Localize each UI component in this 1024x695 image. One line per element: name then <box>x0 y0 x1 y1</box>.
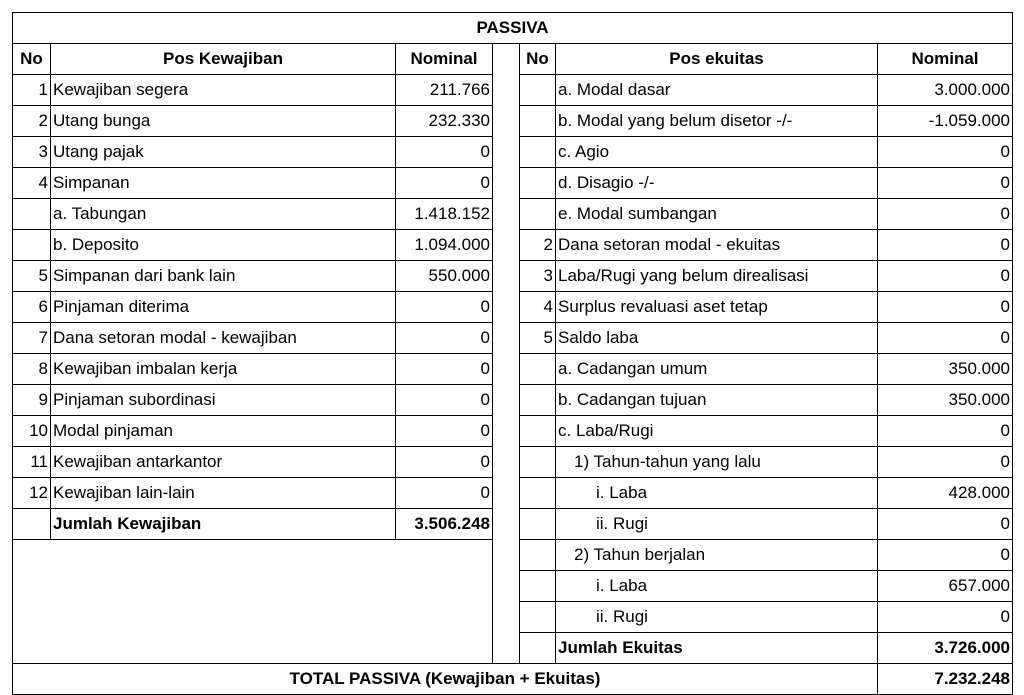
liability-value: 211.766 <box>396 75 493 106</box>
title-row <box>13 13 1013 44</box>
table-row <box>13 447 1013 478</box>
liability-no: 12 <box>13 478 51 509</box>
equity-value: 0 <box>878 230 1013 261</box>
table-row <box>13 106 1013 137</box>
liability-no: 11 <box>13 447 51 478</box>
equity-item: i. Laba <box>556 571 878 602</box>
liability-value: 232.330 <box>396 106 493 137</box>
liability-no <box>13 199 51 230</box>
table-title: PASSIVA <box>13 13 1013 44</box>
equity-no: 5 <box>520 323 556 354</box>
table-row <box>13 75 1013 106</box>
liability-value: 550.000 <box>396 261 493 292</box>
equity-item: Laba/Rugi yang belum direalisasi <box>556 261 878 292</box>
liability-value: 1.418.152 <box>396 199 493 230</box>
liability-item: Simpanan dari bank lain <box>51 261 396 292</box>
column-gap <box>493 106 520 137</box>
column-gap <box>493 354 520 385</box>
header-no-right: No <box>520 44 556 75</box>
equity-no <box>520 602 556 633</box>
grand-total-value: 7.232.248 <box>878 664 1013 695</box>
equity-item: 2) Tahun berjalan <box>556 540 878 571</box>
liability-no: 6 <box>13 292 51 323</box>
column-gap <box>493 75 520 106</box>
table-row <box>13 509 1013 540</box>
column-gap <box>493 509 520 540</box>
equity-total-value: 3.726.000 <box>878 633 1013 664</box>
header-row <box>13 44 1013 75</box>
equity-value: 0 <box>878 416 1013 447</box>
equity-no <box>520 137 556 168</box>
equity-value: 0 <box>878 323 1013 354</box>
column-gap <box>493 571 520 602</box>
table-row <box>13 168 1013 199</box>
column-gap <box>493 44 520 75</box>
liability-no: 3 <box>13 137 51 168</box>
liability-item: Simpanan <box>51 168 396 199</box>
equity-item: c. Laba/Rugi <box>556 416 878 447</box>
table-row <box>13 137 1013 168</box>
header-pos-kewajiban: Pos Kewajiban <box>51 44 396 75</box>
header-nominal-right: Nominal <box>878 44 1013 75</box>
liability-item: Modal pinjaman <box>51 416 396 447</box>
equity-no: 3 <box>520 261 556 292</box>
equity-no <box>520 385 556 416</box>
liability-value: 0 <box>396 168 493 199</box>
liability-no: 5 <box>13 261 51 292</box>
equity-item: Dana setoran modal - ekuitas <box>556 230 878 261</box>
column-gap <box>493 478 520 509</box>
equity-no <box>520 168 556 199</box>
liabilities-total-label: Jumlah Kewajiban <box>51 509 396 540</box>
table-row <box>13 478 1013 509</box>
equity-item: 1) Tahun-tahun yang lalu <box>556 447 878 478</box>
equity-item: Saldo laba <box>556 323 878 354</box>
equity-total-label: Jumlah Ekuitas <box>556 633 878 664</box>
column-gap <box>493 323 520 354</box>
liability-no: 1 <box>13 75 51 106</box>
equity-value: 3.000.000 <box>878 75 1013 106</box>
equity-item: c. Agio <box>556 137 878 168</box>
table-row <box>13 416 1013 447</box>
liability-no: 10 <box>13 416 51 447</box>
liability-item: Pinjaman subordinasi <box>51 385 396 416</box>
equity-item: a. Modal dasar <box>556 75 878 106</box>
equity-item: ii. Rugi <box>556 602 878 633</box>
liability-item: b. Deposito <box>51 230 396 261</box>
column-gap <box>493 633 520 664</box>
liability-item: Utang bunga <box>51 106 396 137</box>
header-pos-ekuitas: Pos ekuitas <box>556 44 878 75</box>
column-gap <box>493 602 520 633</box>
liability-value: 0 <box>396 478 493 509</box>
equity-item: ii. Rugi <box>556 509 878 540</box>
table-row <box>13 261 1013 292</box>
table-row <box>13 292 1013 323</box>
equity-no <box>520 509 556 540</box>
liability-value: 0 <box>396 137 493 168</box>
liability-item: a. Tabungan <box>51 199 396 230</box>
equity-value: 657.000 <box>878 571 1013 602</box>
table-row <box>13 354 1013 385</box>
column-gap <box>493 540 520 571</box>
equity-value: 0 <box>878 602 1013 633</box>
equity-no: 4 <box>520 292 556 323</box>
column-gap <box>493 168 520 199</box>
table-row <box>13 199 1013 230</box>
equity-value: 350.000 <box>878 385 1013 416</box>
equity-item: a. Cadangan umum <box>556 354 878 385</box>
liability-value: 0 <box>396 323 493 354</box>
liability-item: Dana setoran modal - kewajiban <box>51 323 396 354</box>
column-gap <box>493 416 520 447</box>
equity-no <box>520 75 556 106</box>
column-gap <box>493 137 520 168</box>
liabilities-total-value: 3.506.248 <box>396 509 493 540</box>
column-gap <box>493 447 520 478</box>
liability-no <box>13 509 51 540</box>
liability-value: 1.094.000 <box>396 230 493 261</box>
equity-item: Surplus revaluasi aset tetap <box>556 292 878 323</box>
column-gap <box>493 230 520 261</box>
liability-item: Kewajiban segera <box>51 75 396 106</box>
liability-no: 4 <box>13 168 51 199</box>
left-empty-area <box>13 540 493 664</box>
grand-total-row <box>13 664 1013 695</box>
liability-value: 0 <box>396 354 493 385</box>
liability-item: Kewajiban lain-lain <box>51 478 396 509</box>
liability-item: Utang pajak <box>51 137 396 168</box>
equity-value: 0 <box>878 447 1013 478</box>
liability-value: 0 <box>396 292 493 323</box>
equity-no <box>520 199 556 230</box>
equity-value: 428.000 <box>878 478 1013 509</box>
equity-value: 0 <box>878 540 1013 571</box>
table-row <box>13 230 1013 261</box>
equity-no <box>520 447 556 478</box>
column-gap <box>493 385 520 416</box>
equity-value: 0 <box>878 292 1013 323</box>
liability-value: 0 <box>396 385 493 416</box>
header-nominal-left: Nominal <box>396 44 493 75</box>
equity-item: e. Modal sumbangan <box>556 199 878 230</box>
grand-total-label: TOTAL PASSIVA (Kewajiban + Ekuitas) <box>13 664 878 695</box>
equity-value: 0 <box>878 509 1013 540</box>
equity-item: d. Disagio -/- <box>556 168 878 199</box>
equity-item: b. Modal yang belum disetor -/- <box>556 106 878 137</box>
equity-value: 0 <box>878 137 1013 168</box>
passiva-table <box>12 12 1013 695</box>
liability-no: 2 <box>13 106 51 137</box>
liability-no: 8 <box>13 354 51 385</box>
equity-no <box>520 633 556 664</box>
header-no: No <box>13 44 51 75</box>
column-gap <box>493 292 520 323</box>
liability-no <box>13 230 51 261</box>
liability-item: Pinjaman diterima <box>51 292 396 323</box>
table-row <box>13 385 1013 416</box>
liability-item: Kewajiban antarkantor <box>51 447 396 478</box>
table-row <box>13 323 1013 354</box>
equity-item: i. Laba <box>556 478 878 509</box>
liability-no: 9 <box>13 385 51 416</box>
equity-value: 0 <box>878 168 1013 199</box>
equity-value: 0 <box>878 261 1013 292</box>
liability-item: Kewajiban imbalan kerja <box>51 354 396 385</box>
column-gap <box>493 261 520 292</box>
equity-no <box>520 540 556 571</box>
equity-item: b. Cadangan tujuan <box>556 385 878 416</box>
column-gap <box>493 199 520 230</box>
equity-value: 350.000 <box>878 354 1013 385</box>
liability-value: 0 <box>396 416 493 447</box>
equity-value: -1.059.000 <box>878 106 1013 137</box>
equity-no: 2 <box>520 230 556 261</box>
liability-no: 7 <box>13 323 51 354</box>
equity-no <box>520 416 556 447</box>
liability-value: 0 <box>396 447 493 478</box>
equity-value: 0 <box>878 199 1013 230</box>
table-row <box>13 540 1013 571</box>
equity-no <box>520 106 556 137</box>
equity-no <box>520 478 556 509</box>
equity-no <box>520 571 556 602</box>
equity-no <box>520 354 556 385</box>
